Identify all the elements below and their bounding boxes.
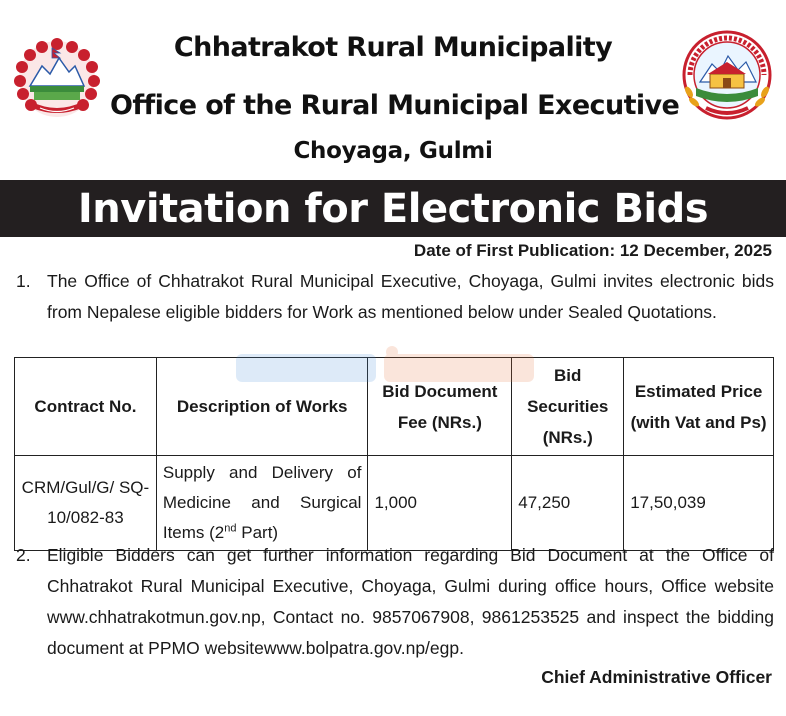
- paragraph-1: [16, 266, 774, 328]
- chhatrakot-municipality-logo-icon: [680, 30, 774, 120]
- office-location: Choyaga, Gulmi: [293, 138, 493, 164]
- paragraph-1-number: 1.: [16, 271, 31, 291]
- table-row: [15, 456, 774, 551]
- paragraph-2: [16, 540, 774, 664]
- title-banner: [0, 180, 786, 237]
- header-description: Description of Works: [156, 358, 368, 456]
- header-contract-no: Contract No.: [15, 358, 157, 456]
- notice-header: [0, 0, 786, 178]
- table-header-row: [15, 358, 774, 456]
- cell-estimated-price: 17,50,039: [624, 456, 774, 551]
- header-bid-securities: Bid Securities (NRs.): [512, 358, 624, 456]
- nepal-government-emblem-icon: [12, 38, 102, 120]
- header-estimated-price: Estimated Price (with Vat and Ps): [624, 358, 774, 456]
- cell-description-tail: Part): [236, 523, 279, 542]
- office-name: Office of the Rural Municipal Executive: [110, 90, 680, 121]
- paragraph-2-number: 2.: [16, 545, 31, 565]
- publication-date: Date of First Publication: 12 December, 2025: [413, 241, 772, 260]
- signature-title: Chief Administrative Officer: [541, 667, 772, 687]
- banner-title: Invitation for Electronic Bids: [77, 185, 709, 232]
- cell-description-main: Supply and Delivery of Medicine and Surgical Items (2: [162, 463, 362, 542]
- cell-description: [156, 456, 368, 551]
- header-bid-fee: Bid Document Fee (NRs.): [368, 358, 512, 456]
- cell-bid-fee: 1,000: [368, 456, 512, 551]
- paragraph-2-text: Eligible Bidders can get further information regarding Bid Document at the Office of Chhatrakot Rural Municipal Executive, Choyaga, Gulmi during office hours, Office website www.chhatrakotmun.gov.np, Contact no. 9857067908, 9861253525 and inspect the bidding document at PPMO websitewww.bolpatra.gov.np/egp.: [47, 545, 774, 658]
- paragraph-1-text: The Office of Chhatrakot Rural Municipal Executive, Choyaga, Gulmi invites electronic bids from Nepalese eligible bidders for Work as mentioned below under Sealed Quotations.: [47, 271, 774, 322]
- cell-contract-no: CRM/Gul/G/ SQ-10/082-83: [15, 456, 157, 551]
- cell-description-superscript: nd: [224, 522, 237, 535]
- cell-bid-securities: 47,250: [512, 456, 624, 551]
- municipality-name: Chhatrakot Rural Municipality: [173, 32, 613, 63]
- bids-table: [14, 357, 774, 551]
